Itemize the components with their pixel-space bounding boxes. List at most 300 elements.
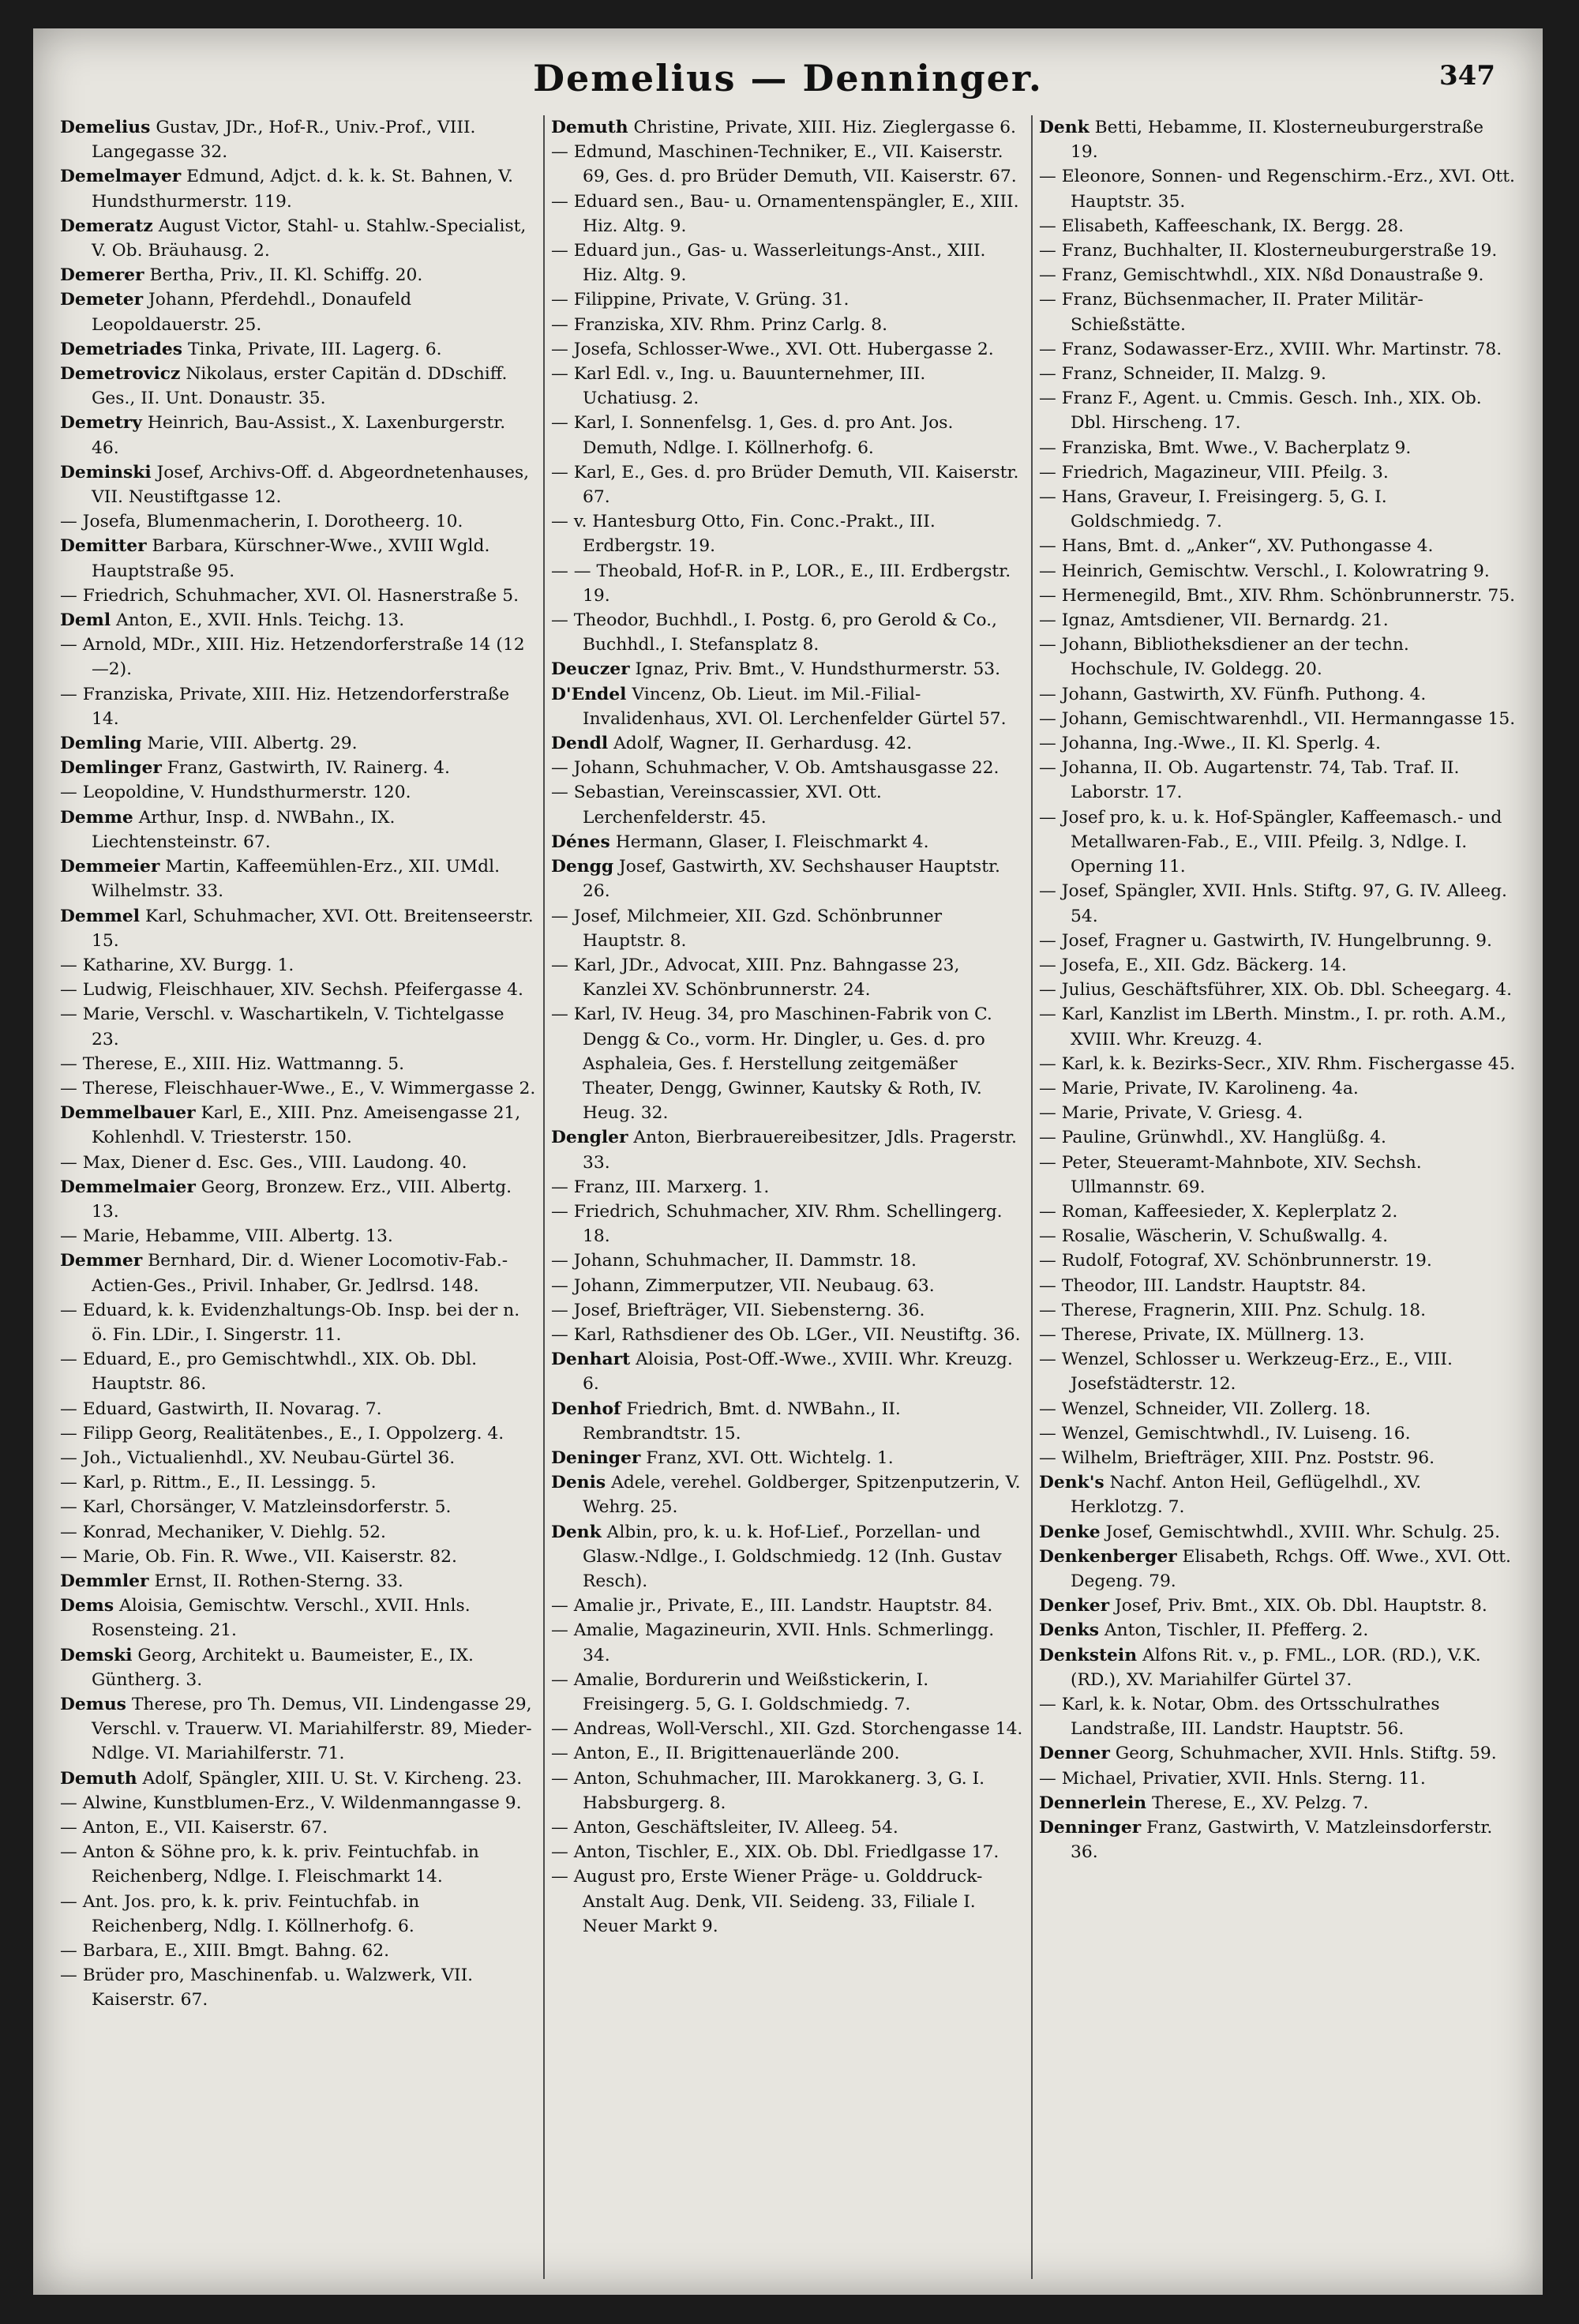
directory-entry <box>551 411 1025 460</box>
directory-entry <box>60 115 537 164</box>
entry-text: Franz, Gastwirth, V. Matzleinsdorferstr. 36. <box>1071 1818 1493 1863</box>
entry-text: — Wilhelm, Briefträger, XIII. Pnz. Poststr. 96. <box>1039 1447 1435 1468</box>
directory-entry <box>551 238 1025 287</box>
entry-text: — Heinrich, Gemischtw. Verschl., I. Kolowratring 9. <box>1039 561 1490 581</box>
entry-text: — Konrad, Mechaniker, V. Diehlg. 52. <box>60 1522 386 1542</box>
directory-entry <box>551 657 1025 681</box>
entry-text: — Johann, Bibliotheksdiener an der techn. Hochschule, IV. Goldegg. 20. <box>1039 635 1409 680</box>
directory-entry <box>551 313 1025 337</box>
entry-text: Marie, VIII. Albertg. 29. <box>141 734 358 754</box>
entry-text: — Katharine, XV. Burgg. 1. <box>60 955 294 975</box>
entry-text: — Johann, Zimmerputzer, VII. Neubaug. 63. <box>551 1275 935 1296</box>
entry-text: Josef, Gastwirth, XV. Sechshauser Hauptstr. 26. <box>583 857 1000 902</box>
directory-entry <box>551 1298 1025 1323</box>
directory-entry <box>1039 731 1516 756</box>
entry-text: — Ignaz, Amtsdiener, VII. Bernardg. 21. <box>1039 610 1389 631</box>
directory-page <box>33 28 1543 2295</box>
entry-name: Dendl <box>551 734 609 754</box>
directory-entry <box>1039 1766 1516 1791</box>
directory-entry <box>1039 1594 1516 1618</box>
entry-text: — Filippine, Private, V. Grüng. 31. <box>551 290 850 310</box>
directory-entry <box>60 608 537 633</box>
entry-name: Demeratz <box>60 216 153 236</box>
directory-entry <box>1039 1298 1516 1323</box>
entry-text: — Friedrich, Schuhmacher, XVI. Ol. Hasnerstraße 5. <box>60 585 519 606</box>
entry-text: Aloisia, Gemischtw. Verschl., XVII. Hnls. Rosensteing. 21. <box>92 1596 471 1641</box>
directory-entry <box>1039 287 1516 336</box>
entry-text: Albin, pro, k. u. k. Hof-Lief., Porzellan- und Glasw.-Ndlge., I. Goldschmiedg. 12 (Inh. Gustav Resch). <box>583 1522 1002 1591</box>
page-title: Demelius — Denninger. <box>533 57 1043 99</box>
entry-text: Edmund, Adjct. d. k. k. St. Bahnen, V. Hundsthurmerstr. 119. <box>92 167 514 212</box>
entry-name: Denk's <box>1039 1473 1105 1493</box>
page-number: 347 <box>1439 60 1495 92</box>
entry-text: Ernst, II. Rothen-Sterng. 33. <box>148 1571 403 1591</box>
directory-entry <box>551 559 1025 608</box>
entry-name: Dengler <box>551 1128 628 1148</box>
entry-text: — Rudolf, Fotograf, XV. Schönbrunnerstr. 19. <box>1039 1251 1432 1271</box>
entry-text: — Johann, Gastwirth, XV. Fünfh. Puthong. 4. <box>1039 684 1427 704</box>
entry-text: Therese, pro Th. Demus, VII. Lindengasse 29, Verschl. v. Trauerw. VI. Mariahilferstr. 89, Mieder-Ndlge. VI. Mariahilferstr. 71. <box>92 1695 532 1764</box>
directory-entry <box>1039 1248 1516 1273</box>
directory-entry <box>1039 608 1516 633</box>
entry-text: — Ant. Jos. pro, k. k. priv. Feintuchfab. in Reichenberg, Ndlg. I. Köllnerhofg. 6. <box>60 1891 420 1936</box>
directory-entry <box>551 1668 1025 1717</box>
directory-entry <box>60 1545 537 1569</box>
directory-entry <box>60 263 537 287</box>
entry-name: Denke <box>1039 1522 1101 1542</box>
directory-entry <box>60 1248 537 1297</box>
entry-text: — Eduard sen., Bau- u. Ornamentenspängler, E., XIII. Hiz. Altg. 9. <box>551 191 1019 236</box>
entry-text: — Alwine, Kunstblumen-Erz., V. Wildenmanngasse 9. <box>60 1793 522 1813</box>
directory-entry <box>551 830 1025 854</box>
directory-entry <box>1039 214 1516 238</box>
directory-entry <box>60 1397 537 1421</box>
entry-name: Denk <box>1039 118 1090 137</box>
entry-text: — Johanna, II. Ob. Augartenstr. 74, Tab. Traf. II. Laborstr. 17. <box>1039 758 1460 803</box>
entry-text: — Julius, Geschäftsführer, XIX. Ob. Dbl. Scheegarg. 4. <box>1039 980 1513 1001</box>
directory-entry <box>60 1495 537 1519</box>
directory-entry <box>1039 1052 1516 1076</box>
directory-entry <box>551 1618 1025 1667</box>
directory-entry <box>1039 1520 1516 1545</box>
directory-entry <box>1039 1200 1516 1224</box>
entry-text: — Karl, E., Ges. d. pro Brüder Demuth, VII. Kaiserstr. 67. <box>551 462 1019 508</box>
directory-entry <box>1039 584 1516 608</box>
directory-entry <box>60 1643 537 1692</box>
directory-entry <box>551 1864 1025 1939</box>
entry-text: Josef, Gemischtwhdl., XVIII. Whr. Schulg. 25. <box>1100 1522 1501 1542</box>
directory-entry <box>1039 1643 1516 1692</box>
entry-text: — Wenzel, Schlosser u. Werkzeug-Erz., E., VIII. Josefstädterstr. 12. <box>1039 1350 1453 1395</box>
entry-text: — Brüder pro, Maschinenfab. u. Walzwerk, VII. Kaiserstr. 67. <box>60 1965 474 2011</box>
entry-text: Bernhard, Dir. d. Wiener Locomotiv-Fab.-Actien-Ges., Privil. Inhaber, Gr. Jedlrsd. 148. <box>92 1251 508 1296</box>
entry-text: Karl, E., XIII. Pnz. Ameisengasse 21, Kohlenhdl. V. Triesterstr. 150. <box>92 1103 521 1148</box>
directory-entry <box>551 1002 1025 1125</box>
directory-entry <box>551 190 1025 238</box>
entry-name: Dengg <box>551 857 614 877</box>
entry-text: Georg, Architekt u. Baumeister, E., IX. Güntherg. 3. <box>92 1645 474 1690</box>
entry-text: — Marie, Verschl. v. Waschartikeln, V. Tichtelgasse 23. <box>60 1004 504 1049</box>
directory-entry <box>60 682 537 731</box>
entry-name: Demmelbauer <box>60 1103 196 1124</box>
entry-text: — Eduard, Gastwirth, II. Novarag. 7. <box>60 1399 382 1419</box>
directory-entry <box>60 1076 537 1101</box>
entry-text: — Leopoldine, V. Hundsthurmerstr. 120. <box>60 783 411 803</box>
directory-entry <box>60 534 537 583</box>
entry-name: Demitter <box>60 536 147 557</box>
entry-name: Denks <box>1039 1620 1099 1641</box>
directory-entry <box>60 756 537 780</box>
entry-text: Alfons Rit. v., p. FML., LOR. (RD.), V.K. (RD.), XV. Mariahilfer Gürtel 37. <box>1071 1645 1481 1690</box>
entry-text: — Karl, IV. Heug. 34, pro Maschinen-Fabrik von C. Dengg & Co., vorm. Hr. Dingler, u. Ges. d. pro Asphaleia, Ges. f. Herstellung zeitgemäßer Theater, Dengg, Gwinner, Kautsky & Roth, IV. Heug. 32. <box>551 1004 992 1124</box>
directory-entry <box>551 1741 1025 1766</box>
directory-entry <box>551 1470 1025 1519</box>
directory-entry <box>1039 534 1516 558</box>
entry-text: Vincenz, Ob. Lieut. im Mil.-Filial-Invalidenhaus, XVI. Ol. Lerchenfelder Gürtel 57. <box>583 684 1007 729</box>
entry-text: Elisabeth, Rchgs. Off. Wwe., XVI. Ott. Degeng. 79. <box>1071 1546 1511 1591</box>
entry-text: Hermann, Glaser, I. Fleischmarkt 4. <box>609 832 929 852</box>
directory-entry <box>60 1939 537 1963</box>
entry-text: — Peter, Steueramt-Mahnbote, XIV. Sechsh. Ullmannstr. 69. <box>1039 1152 1422 1197</box>
entry-text: Anton, Tischler, II. Pfefferg. 2. <box>1099 1620 1369 1641</box>
directory-entry <box>60 509 537 534</box>
entry-text: Friedrich, Bmt. d. NWBahn., II. Rembrandtstr. 15. <box>583 1399 901 1444</box>
entry-text: — Franziska, Bmt. Wwe., V. Bacherplatz 9. <box>1039 437 1412 458</box>
directory-entry <box>1039 805 1516 880</box>
directory-entry <box>551 115 1025 140</box>
directory-entry <box>1039 978 1516 1002</box>
entry-text: Arthur, Insp. d. NWBahn., IX. Liechtensteinstr. 67. <box>92 807 396 852</box>
directory-entry <box>60 411 537 460</box>
directory-entry <box>1039 1470 1516 1519</box>
entry-text: — Joh., Victualienhdl., XV. Neubau-Gürtel 36. <box>60 1447 456 1468</box>
directory-entry <box>551 362 1025 411</box>
entry-text: Josef, Archivs-Off. d. Abgeordnetenhauses, VII. Neustiftgasse 12. <box>92 462 530 508</box>
entry-name: Demuth <box>551 118 628 137</box>
directory-entry <box>60 1840 537 1889</box>
entry-text: — Therese, Private, IX. Müllnerg. 13. <box>1039 1324 1365 1345</box>
directory-entry <box>60 978 537 1002</box>
entry-text: — Therese, Fleischhauer-Wwe., E., V. Wimmergasse 2. <box>60 1078 536 1098</box>
directory-entry <box>1039 1274 1516 1298</box>
entry-name: Demmelmaier <box>60 1177 196 1197</box>
entry-text: Franz, XVI. Ott. Wichtelg. 1. <box>640 1447 894 1468</box>
entry-text: — Anton, E., VII. Kaiserstr. 67. <box>60 1818 328 1838</box>
entry-text: — Wenzel, Schneider, VII. Zollerg. 18. <box>1039 1399 1371 1419</box>
directory-entry <box>1039 707 1516 731</box>
entry-text: — Josefa, E., XII. Gdz. Bäckerg. 14. <box>1039 955 1347 975</box>
directory-entry <box>60 362 537 411</box>
directory-entry <box>551 731 1025 756</box>
entry-name: Deuczer <box>551 659 630 680</box>
entry-name: Denkenberger <box>1039 1546 1177 1567</box>
directory-entry <box>1039 485 1516 534</box>
directory-entry <box>1039 1347 1516 1396</box>
entry-text: — — Theobald, Hof-R. in P., LOR., E., III. Erdbergstr. 19. <box>551 561 1011 606</box>
entry-name: Dems <box>60 1596 114 1616</box>
directory-entry <box>1039 929 1516 953</box>
entry-text: — Eduard jun., Gas- u. Wasserleitungs-Anst., XIII. Hiz. Altg. 9. <box>551 241 986 286</box>
entry-name: Denker <box>1039 1596 1110 1616</box>
entry-name: Demski <box>60 1645 133 1665</box>
entry-text: — Theodor, III. Landstr. Hauptstr. 84. <box>1039 1275 1367 1296</box>
column-right <box>1033 115 1522 2279</box>
directory-entry <box>60 1446 537 1470</box>
directory-entry <box>60 1890 537 1939</box>
directory-entry <box>60 731 537 756</box>
directory-entry <box>1039 386 1516 435</box>
entry-text: — Michael, Privatier, XVII. Hnls. Sterng. 11. <box>1039 1768 1426 1789</box>
directory-entry <box>1039 1125 1516 1150</box>
entry-text: — Anton, Geschäftsleiter, IV. Alleeg. 54. <box>551 1818 898 1838</box>
directory-entry <box>551 287 1025 312</box>
entry-text: — Josef, Fragner u. Gastwirth, IV. Hungelbrunng. 9. <box>1039 930 1492 951</box>
entry-text: — Josef, Spängler, XVII. Hnls. Stiftg. 97, G. IV. Alleeg. 54. <box>1039 881 1507 926</box>
entry-text: — Hans, Graveur, I. Freisingerg. 5, G. I. Goldschmiedg. 7. <box>1039 487 1387 532</box>
entry-text: Barbara, Kürschner-Wwe., XVIII Wgld. Hauptstraße 95. <box>92 536 490 581</box>
entry-name: Denninger <box>1039 1818 1142 1838</box>
entry-text: — Marie, Ob. Fin. R. Wwe., VII. Kaiserstr. 82. <box>60 1546 457 1567</box>
directory-entry <box>1039 1101 1516 1125</box>
directory-entry <box>60 164 537 213</box>
entry-text: Nikolaus, erster Capitän d. DDschiff. Ges., II. Unt. Donaustr. 35. <box>92 364 508 409</box>
column-middle <box>543 115 1033 2279</box>
directory-entry <box>1039 1323 1516 1347</box>
entry-text: Josef, Priv. Bmt., XIX. Ob. Dbl. Hauptstr. 8. <box>1109 1596 1487 1616</box>
entry-name: Demus <box>60 1695 126 1714</box>
directory-entry <box>551 1766 1025 1815</box>
entry-name: Demmler <box>60 1571 149 1591</box>
directory-entry <box>551 1520 1025 1594</box>
entry-text: — Hermenegild, Bmt., XIV. Rhm. Schönbrunnerstr. 75. <box>1039 585 1516 606</box>
entry-text: — Franziska, Private, XIII. Hiz. Hetzendorferstraße 14. <box>60 684 510 729</box>
directory-entry <box>551 1840 1025 1864</box>
entry-text: Georg, Bronzew. Erz., VIII. Albertg. 13. <box>92 1177 512 1222</box>
entry-text: — August pro, Erste Wiener Präge- u. Golddruck-Anstalt Aug. Denk, VII. Seideng. 33, Filiale I. Neuer Markt 9. <box>551 1867 983 1936</box>
entry-text: Anton, Bierbrauereibesitzer, Jdls. Pragerstr. 33. <box>583 1128 1017 1173</box>
directory-entry <box>60 1052 537 1076</box>
directory-entry <box>1039 559 1516 584</box>
entry-name: Denkstein <box>1039 1645 1138 1665</box>
directory-entry <box>1039 756 1516 805</box>
entry-name: Demlinger <box>60 758 162 779</box>
directory-entry <box>551 1446 1025 1470</box>
entry-text: — Josef, Briefträger, VII. Siebensterng. 36. <box>551 1300 925 1320</box>
entry-text: — Johann, Schuhmacher, V. Ob. Amtshausgasse 22. <box>551 758 1000 779</box>
entry-name: Demetrovicz <box>60 364 181 385</box>
entry-text: Christine, Private, XIII. Hiz. Zieglergasse 6. <box>628 118 1016 137</box>
entry-name: D'Endel <box>551 684 627 704</box>
entry-text: — Amalie, Magazineurin, XVII. Hnls. Schmerlingg. 34. <box>551 1620 995 1665</box>
entry-text: Adolf, Wagner, II. Gerhardusg. 42. <box>608 734 913 754</box>
entry-text: Franz, Gastwirth, IV. Rainerg. 4. <box>161 758 450 779</box>
entry-text: — Wenzel, Gemischtwhdl., IV. Luiseng. 16. <box>1039 1423 1411 1444</box>
entry-name: Denk <box>551 1522 602 1542</box>
entry-text: Karl, Schuhmacher, XVI. Ott. Breitenseerstr. 15. <box>92 906 534 951</box>
directory-entry <box>1039 1692 1516 1741</box>
entry-text: — Eduard, k. k. Evidenzhaltungs-Ob. Insp. bei der n. ö. Fin. LDir., I. Singerstr. 11. <box>60 1300 520 1345</box>
entry-text: — Filipp Georg, Realitätenbes., E., I. Oppolzerg. 4. <box>60 1423 504 1444</box>
entry-name: Denner <box>1039 1744 1110 1764</box>
entry-name: Demme <box>60 807 133 828</box>
directory-entry <box>60 1569 537 1594</box>
directory-entry <box>551 1323 1025 1347</box>
directory-entry <box>1039 1791 1516 1815</box>
entry-name: Demmel <box>60 906 141 926</box>
directory-entry <box>551 1397 1025 1446</box>
entry-text: Adolf, Spängler, XIII. U. St. V. Kircheng. 23. <box>137 1768 523 1789</box>
directory-entry <box>60 287 537 336</box>
entry-text: — Karl, Rathsdiener des Ob. LGer., VII. Neustiftg. 36. <box>551 1324 1021 1345</box>
directory-entry <box>60 1470 537 1495</box>
entry-text: — Josef pro, k. u. k. Hof-Spängler, Kaffeemasch.- und Metallwaren-Fab., E., VIII. Pfeilg. 3, Ndlge. I. Operning 11. <box>1039 807 1502 877</box>
entry-text: — Anton & Söhne pro, k. k. priv. Feintuchfab. in Reichenberg, Ndlge. I. Fleischmarkt 14. <box>60 1842 479 1887</box>
directory-entry <box>551 1717 1025 1741</box>
entry-text: — Marie, Private, V. Griesg. 4. <box>1039 1103 1303 1124</box>
directory-entry <box>1039 1545 1516 1594</box>
directory-entry <box>60 1298 537 1347</box>
directory-entry <box>551 756 1025 780</box>
directory-entry <box>551 1248 1025 1273</box>
entry-text: — v. Hantesburg Otto, Fin. Conc.-Prakt., III. Erdbergstr. 19. <box>551 512 936 557</box>
entry-text: — Josef, Milchmeier, XII. Gzd. Schönbrunner Hauptstr. 8. <box>551 906 943 951</box>
directory-entry <box>60 805 537 854</box>
entry-text: Martin, Kaffeemühlen-Erz., XII. UMdl. Wilhelmstr. 33. <box>92 857 501 902</box>
entry-name: Dénes <box>551 832 610 852</box>
entry-text: — Pauline, Grünwhdl., XV. Hanglüßg. 4. <box>1039 1128 1386 1148</box>
entry-text: — Johann, Schuhmacher, II. Dammstr. 18. <box>551 1251 917 1271</box>
directory-entry <box>60 460 537 509</box>
directory-entry <box>60 1002 537 1051</box>
directory-entry <box>60 1594 537 1643</box>
entry-text: Bertha, Priv., II. Kl. Schiffg. 20. <box>144 265 423 286</box>
entry-text: — Marie, Private, IV. Karolineng. 4a. <box>1039 1078 1359 1098</box>
entry-text: — Franz, Buchhalter, II. Klosterneuburgerstraße 19. <box>1039 241 1498 261</box>
directory-entry <box>1039 362 1516 386</box>
entry-name: Demeter <box>60 290 144 310</box>
directory-entry <box>60 1815 537 1840</box>
directory-entry <box>1039 1618 1516 1643</box>
entry-text: — Josefa, Blumenmacherin, I. Dorotheerg. 10. <box>60 512 463 532</box>
entry-text: Tinka, Private, III. Lagerg. 6. <box>182 339 442 359</box>
directory-entry <box>60 904 537 953</box>
directory-entry <box>1039 436 1516 460</box>
entry-text: Johann, Pferdehdl., Donaufeld Leopoldauerstr. 25. <box>92 290 412 335</box>
entry-text: — Marie, Hebamme, VIII. Albertg. 13. <box>60 1226 393 1247</box>
directory-entry <box>551 1594 1025 1618</box>
entry-name: Demuth <box>60 1768 137 1789</box>
entry-name: Denis <box>551 1473 606 1493</box>
directory-entry <box>1039 953 1516 978</box>
entry-text: — Franz, III. Marxerg. 1. <box>551 1177 770 1197</box>
directory-entry <box>1039 1397 1516 1421</box>
entry-text: — Therese, Fragnerin, XIII. Pnz. Schulg. 18. <box>1039 1300 1427 1320</box>
directory-entry <box>1039 1224 1516 1248</box>
directory-entry <box>551 780 1025 829</box>
directory-entry <box>551 1200 1025 1248</box>
entry-name: Demelius <box>60 118 151 137</box>
entry-text: August Victor, Stahl- u. Stahlw.-Specialist, V. Ob. Bräuhausg. 2. <box>92 216 527 261</box>
directory-entry <box>1039 1151 1516 1200</box>
directory-entry <box>1039 1002 1516 1051</box>
entry-text: Betti, Hebamme, II. Klosterneuburgerstraße 19. <box>1071 118 1484 163</box>
entry-text: — Eduard, E., pro Gemischtwhdl., XIX. Ob. Dbl. Hauptstr. 86. <box>60 1350 478 1395</box>
entry-text: — Johanna, Ing.-Wwe., II. Kl. Sperlg. 4. <box>1039 734 1381 754</box>
entry-text: — Karl, Chorsänger, V. Matzleinsdorferstr. 5. <box>60 1497 452 1518</box>
entry-text: — Eleonore, Sonnen- und Regenschirm.-Erz., XVI. Ott. Hauptstr. 35. <box>1039 167 1515 212</box>
directory-entry <box>60 1963 537 2012</box>
entry-text: — Anton, Tischler, E., XIX. Ob. Dbl. Friedlgasse 17. <box>551 1842 1000 1863</box>
entry-text: Therese, E., XV. Pelzg. 7. <box>1146 1793 1369 1813</box>
entry-text: — Rosalie, Wäscherin, V. Schußwallg. 4. <box>1039 1226 1389 1247</box>
directory-entry <box>551 1815 1025 1840</box>
entry-text: Gustav, JDr., Hof-R., Univ.-Prof., VIII. Langegasse 32. <box>92 118 476 163</box>
entry-text: — Sebastian, Vereinscassier, XVI. Ott. Lerchenfelderstr. 45. <box>551 783 882 828</box>
entry-text: Ignaz, Priv. Bmt., V. Hundsthurmerstr. 53. <box>629 659 1001 680</box>
entry-text: — Anton, Schuhmacher, III. Marokkanerg. 3, G. I. Habsburgerg. 8. <box>551 1768 985 1813</box>
directory-entry <box>60 1151 537 1175</box>
entry-text: — Anton, E., II. Brigittenauerlände 200. <box>551 1744 900 1764</box>
directory-entry <box>1039 633 1516 681</box>
entry-name: Dennerlein <box>1039 1793 1147 1813</box>
entry-text: — Barbara, E., XIII. Bmgt. Bahng. 62. <box>60 1941 390 1962</box>
entry-text: — Franziska, XIV. Rhm. Prinz Carlg. 8. <box>551 314 888 335</box>
entry-text: — Therese, E., XIII. Hiz. Wattmanng. 5. <box>60 1053 405 1074</box>
directory-entry <box>1039 263 1516 287</box>
directory-entry <box>551 1274 1025 1298</box>
directory-entry <box>551 460 1025 509</box>
directory-entry <box>1039 1446 1516 1470</box>
entry-name: Deml <box>60 610 111 631</box>
directory-entry <box>1039 879 1516 928</box>
entry-name: Demetriades <box>60 339 183 359</box>
entry-text: — Franz F., Agent. u. Cmmis. Gesch. Inh., XIX. Ob. Dbl. Hirscheng. 17. <box>1039 389 1482 434</box>
entry-name: Demling <box>60 734 142 754</box>
entry-text: Heinrich, Bau-Assist., X. Laxenburgerstr. 46. <box>92 413 506 458</box>
directory-entry <box>551 904 1025 953</box>
entry-text: Nachf. Anton Heil, Geflügelhdl., XV. Herklotzg. 7. <box>1071 1473 1422 1518</box>
entry-text: Georg, Schuhmacher, XVII. Hnls. Stiftg. 59. <box>1109 1744 1497 1764</box>
directory-entry <box>1039 1741 1516 1766</box>
entry-name: Demmer <box>60 1251 143 1271</box>
directory-entry <box>1039 1815 1516 1864</box>
entry-text: — Karl, p. Rittm., E., II. Lessingg. 5. <box>60 1473 377 1493</box>
entry-text: — Franz, Schneider, II. Malzg. 9. <box>1039 364 1326 385</box>
directory-entry <box>1039 682 1516 707</box>
entry-name: Demmeier <box>60 857 160 877</box>
directory-entry <box>60 337 537 362</box>
entry-text: Anton, E., XVII. Hnls. Teichg. 13. <box>111 610 405 631</box>
entry-name: Denhof <box>551 1399 621 1419</box>
entry-name: Deminski <box>60 462 152 482</box>
entry-text: — Max, Diener d. Esc. Ges., VIII. Laudong. 40. <box>60 1152 467 1173</box>
directory-entry <box>551 1175 1025 1200</box>
entry-text: — Karl, Kanzlist im LBerth. Minstm., I. pr. roth. A.M., XVIII. Whr. Kreuzg. 4. <box>1039 1004 1506 1049</box>
directory-entry <box>60 854 537 903</box>
entry-text: — Franz, Gemischtwhdl., XIX. Nßd Donaustraße 9. <box>1039 265 1484 286</box>
directory-entry <box>551 682 1025 731</box>
entry-text: — Karl, I. Sonnenfelsg. 1, Ges. d. pro Ant. Jos. Demuth, Ndlge. I. Köllnerhofg. 6. <box>551 413 954 458</box>
entry-text: — Friedrich, Schuhmacher, XIV. Rhm. Schellingerg. 18. <box>551 1201 1003 1247</box>
directory-entry <box>551 140 1025 189</box>
entry-text: — Roman, Kaffeesieder, X. Keplerplatz 2. <box>1039 1201 1398 1222</box>
entry-text: — Amalie jr., Private, E., III. Landstr. Hauptstr. 84. <box>551 1596 993 1616</box>
directory-entry <box>1039 1421 1516 1446</box>
page-header <box>33 46 1543 109</box>
entry-text: — Arnold, MDr., XIII. Hiz. Hetzendorferstraße 14 (12—2). <box>60 635 525 680</box>
directory-columns <box>54 115 1522 2279</box>
directory-entry <box>60 953 537 978</box>
